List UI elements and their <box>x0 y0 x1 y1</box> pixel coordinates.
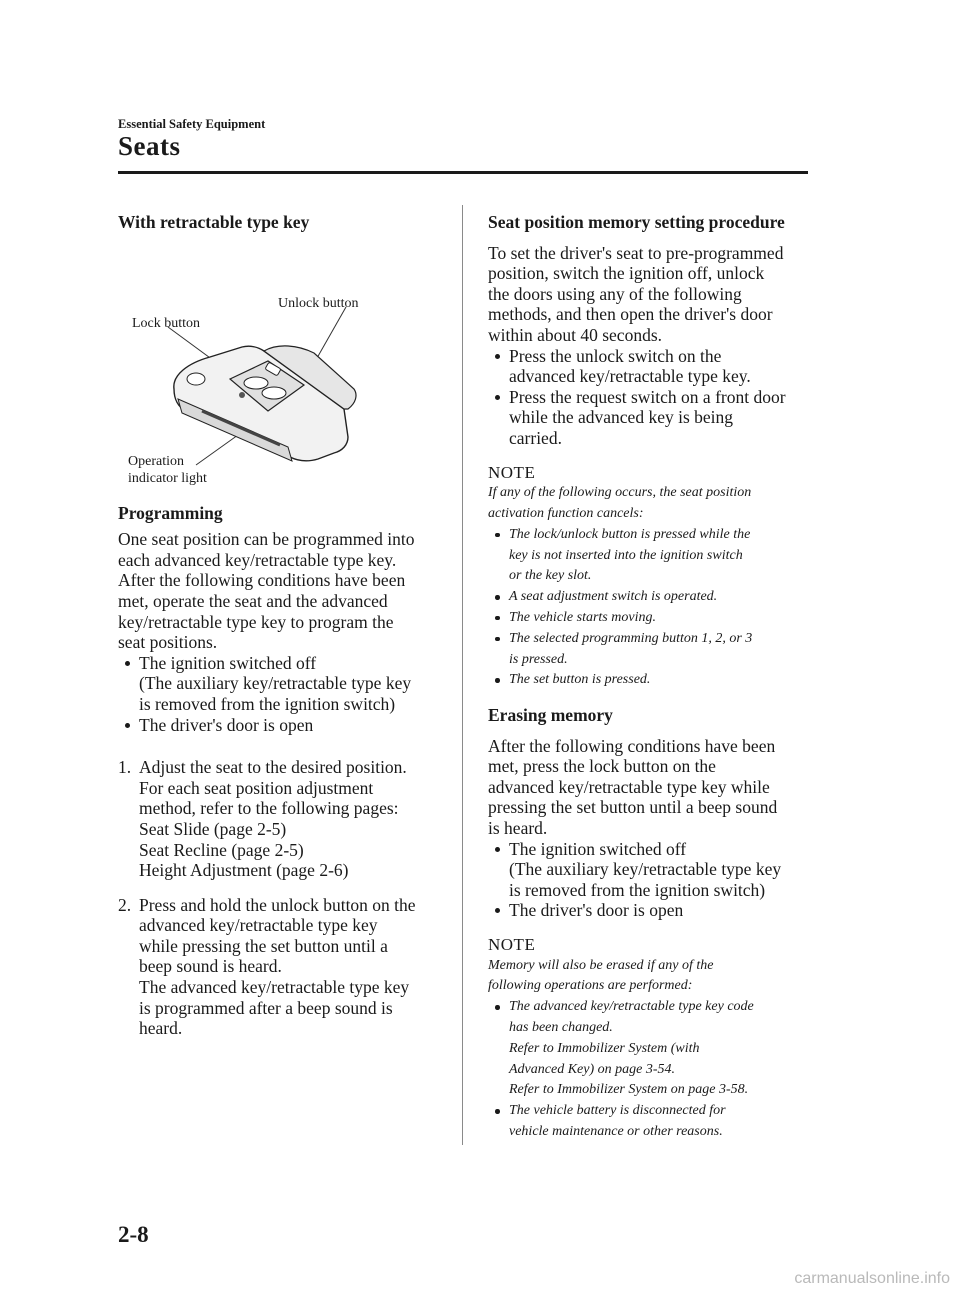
list-item: The vehicle battery is disconnected for vehicle maintenance or other reasons. <box>488 1101 810 1143</box>
page-number: 2-8 <box>118 1222 149 1247</box>
page-title: Seats <box>118 131 181 161</box>
list-item: The vehicle starts moving. <box>488 608 810 629</box>
step-1: 1. Adjust the seat to the desired position. For each seat position adjustment method, refer to the following pages: Seat Slide (page 2-5) Seat Recline (page 2-5) Height Adjustment (page 2-6) <box>118 757 407 881</box>
note-erase-conditions: Memory will also be erased if any of the following operations are performed: The advanced key/retractable type key code has been changed. Refer to Immobilizer System (with Advanced Key) on page 3-54. Refer to Immobilizer System on page 3-58. The vehicle battery is disconnected for vehicle maintenance or other reasons. <box>488 956 810 1143</box>
operation-indicator-label: Operation indicator light <box>128 453 207 486</box>
programming-paragraph: One seat position can be programmed into each advanced key/retractable type key. After the following conditions have been met, operate the seat and the advanced key/retractable type key to program the seat positions. <box>118 529 415 653</box>
list-item: The selected programming button 1, 2, or 3 is pressed. <box>488 629 810 671</box>
title-divider <box>118 171 808 174</box>
erasing-paragraph: After the following conditions have been met, press the lock button on the advanced key/retractable type key while pressing the set button until a beep sound is heard. <box>488 735 778 839</box>
unlock-button-label: Unlock button <box>278 295 359 311</box>
list-item: The set button is pressed. <box>488 670 810 691</box>
note-cancel-conditions: If any of the following occurs, the seat position activation function cancels: The lock/unlock button is pressed while the key is not inserted into the ignition switch or the key slot. A seat adjustment switch is operated. The vehicle starts moving. The selected programming button 1, 2, or 3 is pressed. The set button is pressed. <box>488 483 810 691</box>
list-item: A seat adjustment switch is operated. <box>488 587 810 608</box>
list-item: The driver's door is open <box>488 900 810 921</box>
list-item: The driver's door is open <box>118 715 440 736</box>
memory-setting-methods <box>488 346 810 449</box>
column-divider <box>462 205 463 1145</box>
list-item: Press the unlock switch on the advanced key/retractable type key. <box>488 346 810 387</box>
right-column <box>488 212 810 1143</box>
note-title: NOTE <box>488 935 536 955</box>
list-item: The ignition switched off (The auxiliary key/retractable type key is removed from the ignition switch) <box>488 839 810 901</box>
memory-setting-paragraph: To set the driver's seat to pre-programmed position, switch the ignition off, unlock the doors using any of the following methods, and then open the driver's door within about 40 seconds. <box>488 242 784 345</box>
list-item: The ignition switched off (The auxiliary key/retractable type key is removed from the ignition switch) <box>118 653 440 715</box>
programming-conditions <box>118 653 440 735</box>
left-column <box>118 212 440 1039</box>
step-2: 2. Press and hold the unlock button on the advanced key/retractable type key while pressing the set button until a beep sound is heard. The advanced key/retractable type key is programmed after a beep sound is heard. <box>118 894 416 1039</box>
erasing-conditions <box>488 839 810 921</box>
lock-button-label: Lock button <box>132 315 201 331</box>
retractable-key-illustration <box>118 239 440 489</box>
section-label: Essential Safety Equipment <box>118 117 266 131</box>
erasing-heading: Erasing memory <box>488 705 613 726</box>
note-title: NOTE <box>488 462 536 482</box>
figure-heading: With retractable type key <box>118 212 310 232</box>
list-item: The lock/unlock button is pressed while the key is not inserted into the ignition switch or the key slot. <box>488 525 810 587</box>
programming-heading: Programming <box>118 502 223 523</box>
list-item: The advanced key/retractable type key code has been changed. Refer to Immobilizer System (with Advanced Key) on page 3-54. Refer to Immobilizer System on page 3-58. <box>488 997 810 1101</box>
watermark: carmanualsonline.info <box>794 1270 950 1287</box>
memory-setting-heading: Seat position memory setting procedure <box>488 212 785 232</box>
key-figure <box>118 239 440 489</box>
list-item: Press the request switch on a front door while the advanced key is being carried. <box>488 387 810 449</box>
